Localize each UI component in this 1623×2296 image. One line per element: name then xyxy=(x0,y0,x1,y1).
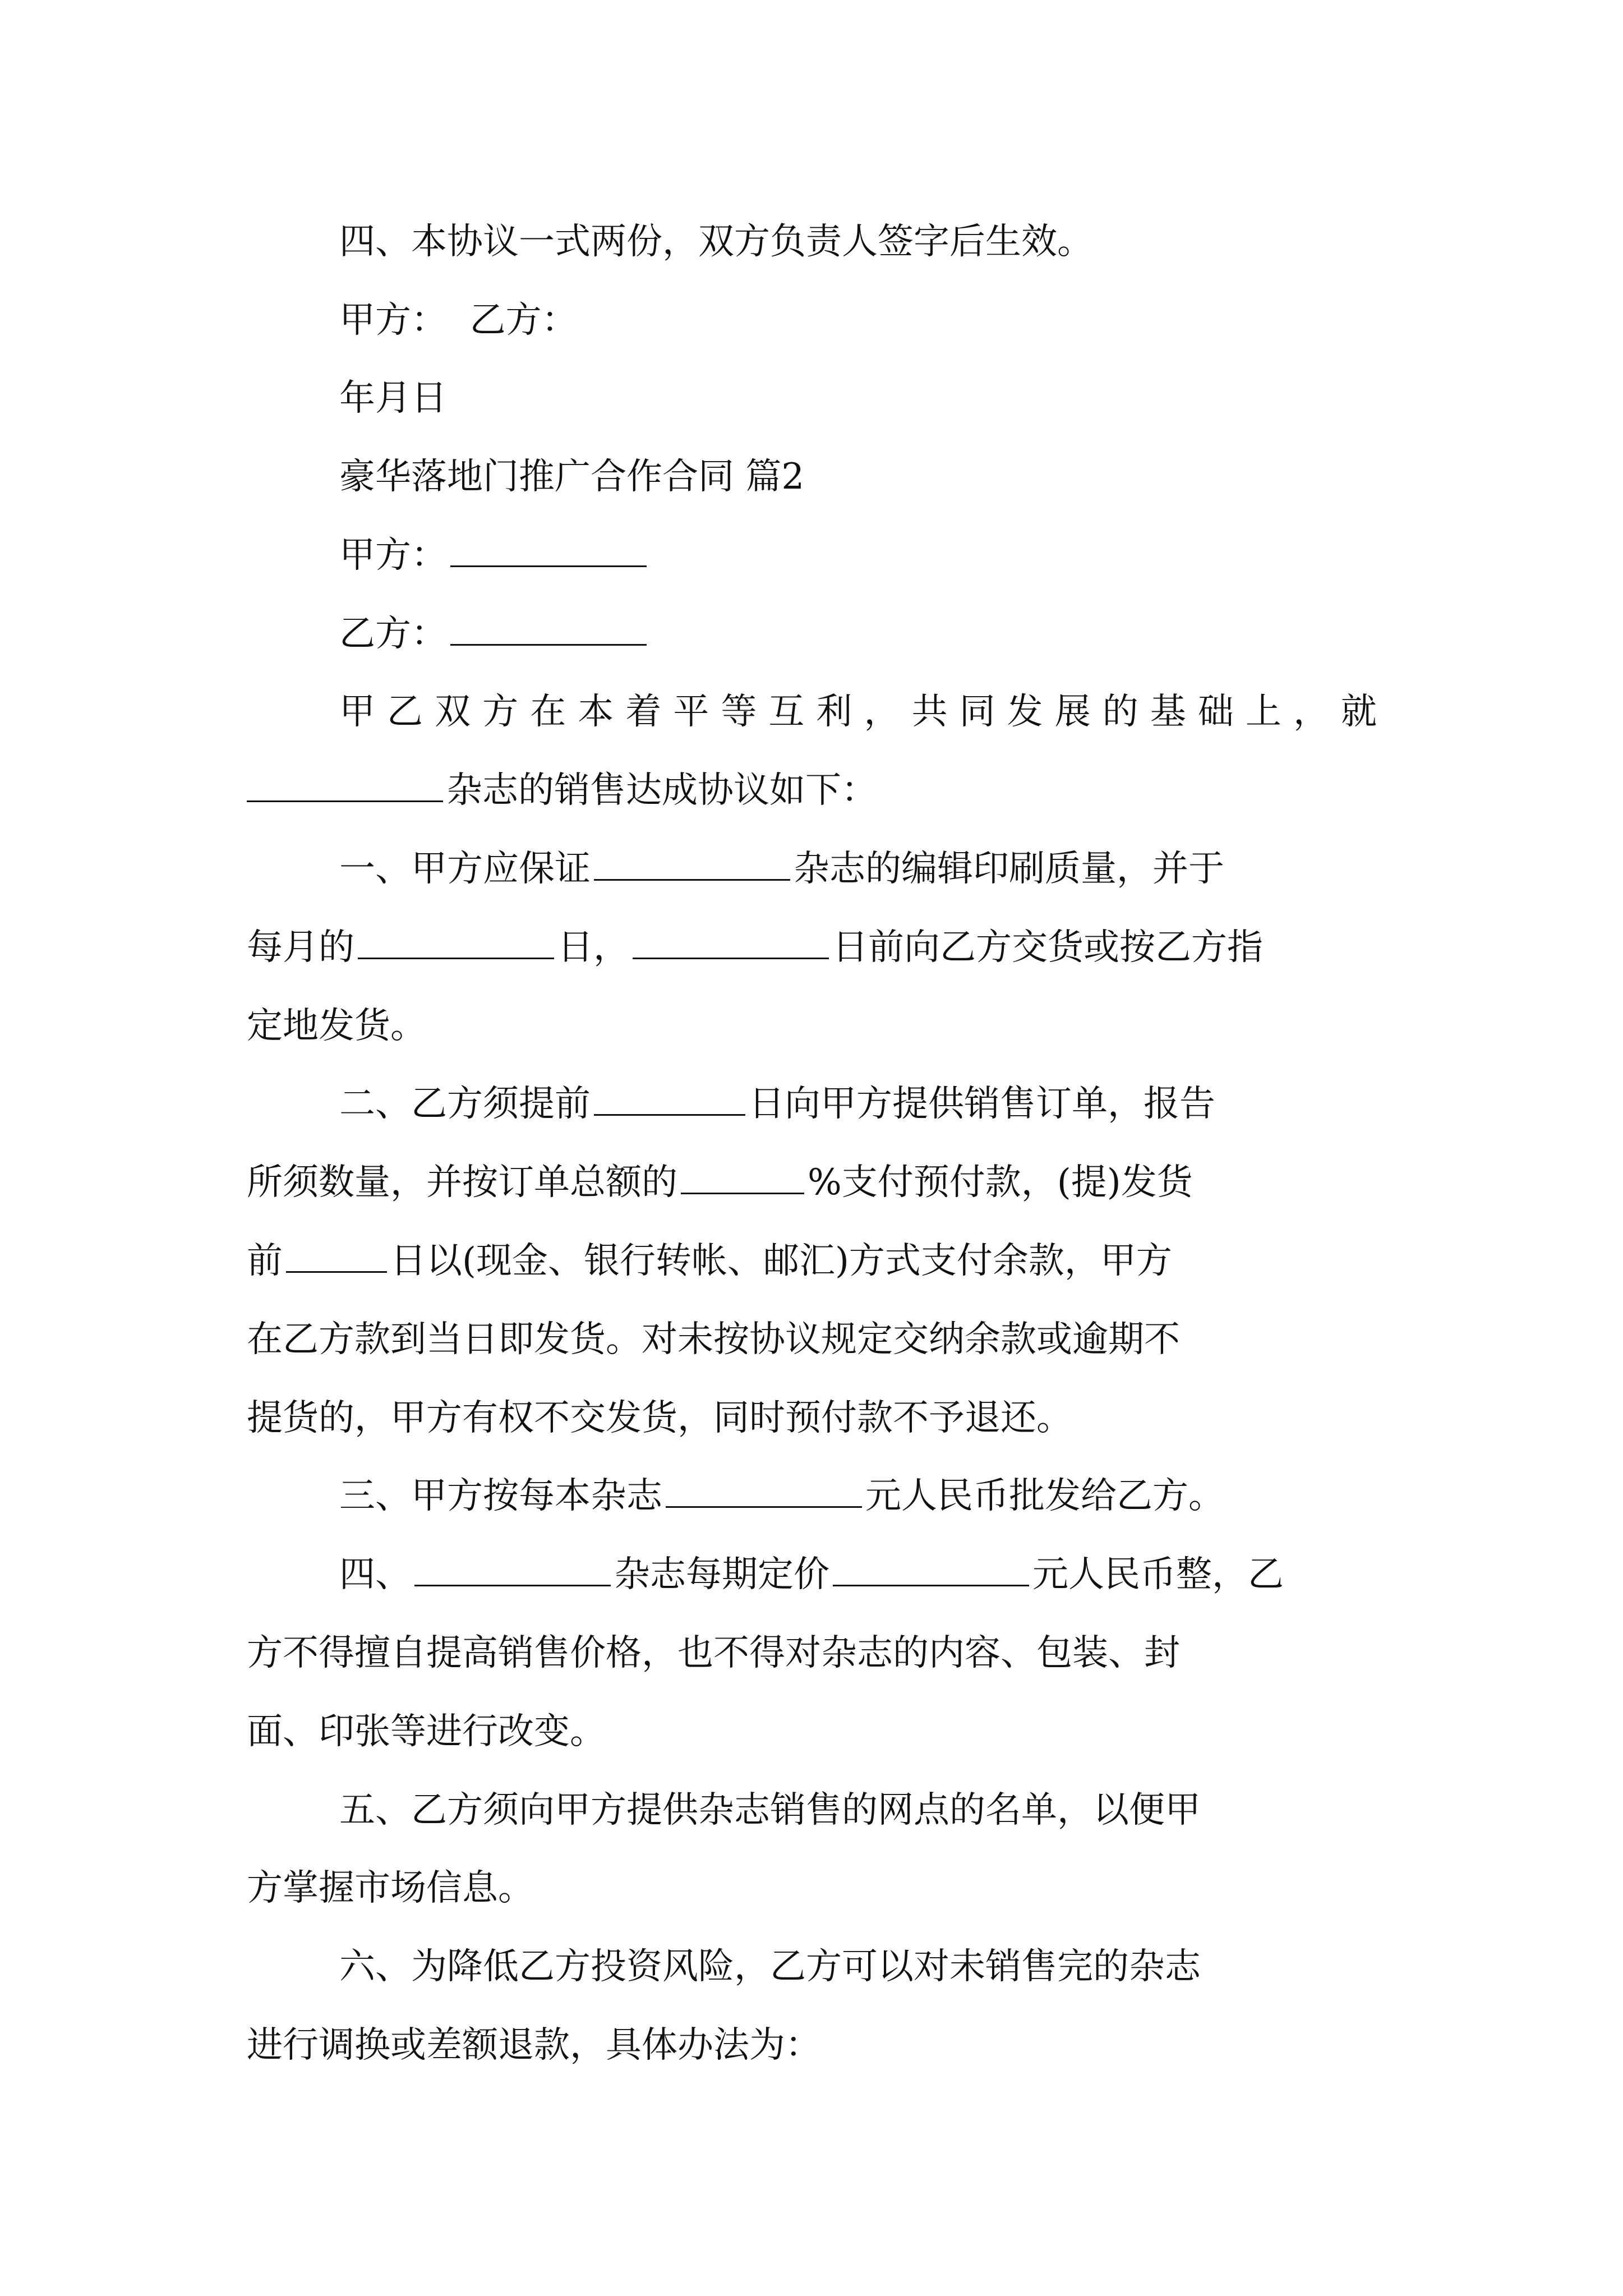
text: 方不得擅自提高销售价格，也不得对杂志的内容、包装、封 xyxy=(247,1632,1180,1674)
text: 四、本协议一式两份，双方负责人签字后生效。 xyxy=(339,221,1093,263)
text: 进行调换或差额退款，具体办法为： xyxy=(247,2024,821,2066)
clause-one-line-3 xyxy=(247,1004,426,1048)
clause-two-line-4 xyxy=(247,1317,1180,1362)
text: 二、乙方须提前 xyxy=(339,1083,591,1125)
signature-parties xyxy=(339,298,578,343)
text: 三、甲方按每本杂志 xyxy=(339,1475,662,1517)
text: 六、为降低乙方投资风险，乙方可以对未销售完的杂志 xyxy=(339,1946,1201,1987)
magazine-blank xyxy=(594,846,790,881)
text: 乙方： xyxy=(339,613,447,655)
percent-blank xyxy=(681,1160,804,1194)
clause-four-line-2 xyxy=(247,1631,1180,1676)
contract-title xyxy=(339,454,804,499)
days-before-blank xyxy=(286,1239,387,1273)
day-blank xyxy=(633,925,829,959)
text: 每月的 xyxy=(247,927,354,968)
text: %支付预付款，(提)发货 xyxy=(808,1162,1193,1203)
clause-two-line-1 xyxy=(339,1082,1215,1126)
clause-two-line-2 xyxy=(247,1160,1193,1205)
text: 五、乙方须向甲方提供杂志销售的网点的名单，以便甲 xyxy=(339,1789,1201,1831)
text: 元人民币批发给乙方。 xyxy=(865,1475,1224,1517)
text: 面、印张等进行改变。 xyxy=(247,1711,606,1752)
clause-four-line-3 xyxy=(247,1709,606,1754)
text: 一、甲方应保证 xyxy=(339,848,591,890)
text: 元人民币整，乙 xyxy=(1032,1554,1284,1595)
clause-three xyxy=(339,1474,1224,1519)
text: 日， xyxy=(557,927,629,968)
text: 日以(现金、银行转帐、邮汇)方式支付余款，甲方 xyxy=(390,1240,1172,1282)
party-b-blank xyxy=(450,611,647,646)
text: 日向甲方提供销售订单，报告 xyxy=(749,1083,1215,1125)
price-blank xyxy=(833,1552,1029,1586)
text: 四、 xyxy=(339,1554,411,1595)
clause-two-line-5 xyxy=(247,1396,1072,1441)
party-a-line xyxy=(339,533,650,578)
text: 方掌握市场信息。 xyxy=(247,1867,534,1909)
clause-one-line-2 xyxy=(247,925,1263,970)
clause-one-line-1 xyxy=(339,846,1224,891)
days-ahead-blank xyxy=(594,1082,745,1116)
text: 甲方： 乙方： xyxy=(339,300,578,341)
intro-line xyxy=(339,689,1377,734)
party-a-blank xyxy=(450,533,647,567)
party-b-line xyxy=(339,611,650,656)
text: 甲方： xyxy=(339,535,447,576)
clause-five-line-2 xyxy=(247,1866,534,1911)
text: 豪华落地门推广合作合同 篇2 xyxy=(339,456,805,498)
clause-six-line-2 xyxy=(247,2023,821,2068)
text: 所须数量，并按订单总额的 xyxy=(247,1162,677,1203)
signature-date xyxy=(339,376,447,421)
clause-five-line-1 xyxy=(339,1788,1201,1833)
day-blank xyxy=(358,925,554,959)
text: 杂志的销售达成协议如下： xyxy=(446,770,877,811)
text: 提货的，甲方有权不交发货，同时预付款不予退还。 xyxy=(247,1397,1072,1439)
text: 日前向乙方交货或按乙方指 xyxy=(832,927,1263,968)
magazine-blank xyxy=(247,768,443,802)
text: 杂志的编辑印刷质量，并于 xyxy=(794,848,1224,890)
text: 前 xyxy=(247,1240,283,1282)
clause-six-line-1 xyxy=(339,1944,1201,1989)
clause-four-line-1 xyxy=(339,1552,1284,1597)
text: 年月日 xyxy=(339,378,447,419)
text: 杂志每期定价 xyxy=(614,1554,829,1595)
intro-line-2 xyxy=(247,768,877,813)
text: 甲乙双方在本着平等互利，共同发展的基础上，就 xyxy=(339,691,1377,733)
magazine-blank xyxy=(414,1552,611,1586)
price-blank xyxy=(666,1474,862,1508)
clause-two-line-3 xyxy=(247,1239,1172,1283)
text: 在乙方款到当日即发货。对未按协议规定交纳余款或逾期不 xyxy=(247,1319,1180,1360)
text: 定地发货。 xyxy=(247,1005,426,1047)
clause-four-effect xyxy=(339,219,1093,264)
